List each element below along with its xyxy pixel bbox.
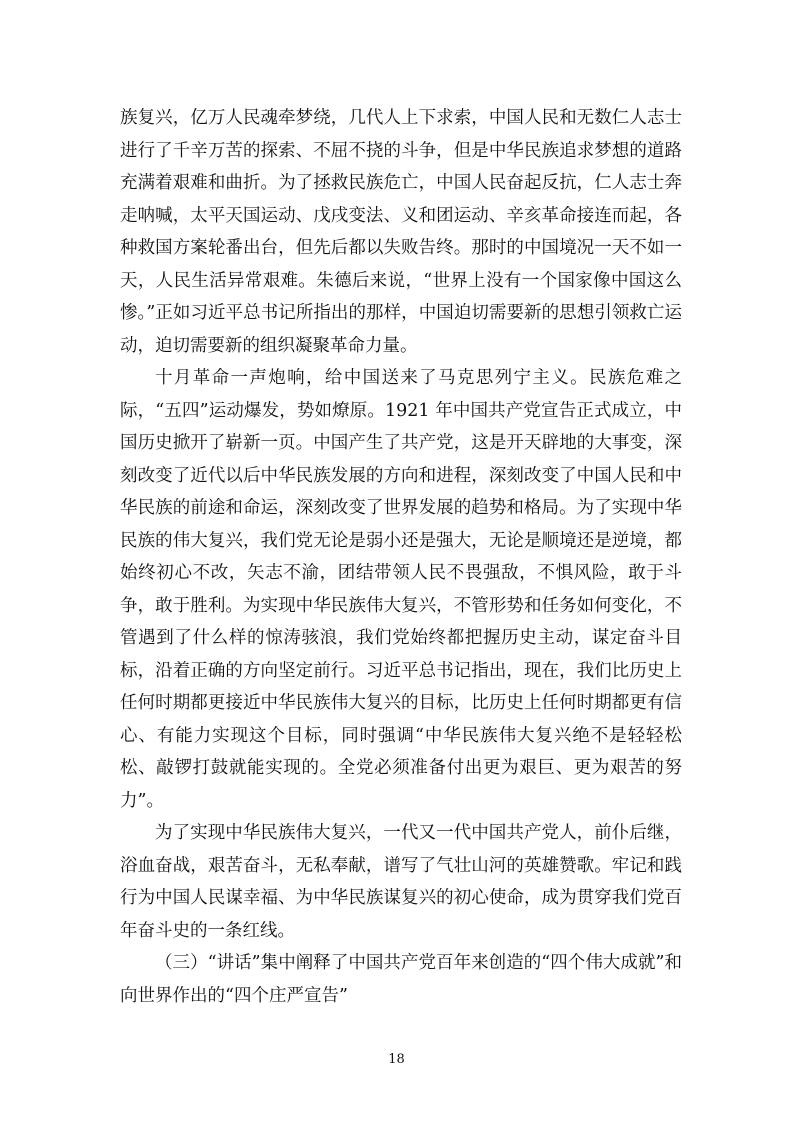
body-text	[120, 102, 682, 1012]
section-heading: （三）“讲话”集中阐释了中国共产党百年来创造的“四个伟大成就”和向世界作出的“四个庄严宣告”	[120, 953, 682, 1006]
page-number: 18	[388, 1052, 405, 1067]
paragraph: 为了实现中华民族伟大复兴，一代又一代中国共产党人，前仆后继，浴血奋战，艰苦奋斗，无私奉献，谱写了气壮山河的英雄赞歌。牢记和践行为中国人民谋幸福、为中华民族谋复兴的初心使命，成为贯穿我们党百年奋斗史的一条红线。	[120, 823, 682, 941]
paragraph: 十月革命一声炮响，给中国送来了马克思列宁主义。民族危难之际，“五四”运动爆发，势如燎原。1921 年中国共产党宣告正式成立，中国历史掀开了崭新一页。中国产生了共产党，这是开天辟地的大事变，深刻改变了近代以后中华民族发展的方向和进程，深刻改变了中国人民和中华民族的前途和命运，深刻改变了世界发展的趋势和格局。为了实现中华民族的伟大复兴，我们党无论是弱小还是强大，无论是顺境还是逆境，都始终初心不改，矢志不渝，团结带领人民不畏强敌，不惧风险，敢于斗争，敢于胜利。为实现中华民族伟大复兴，不管形势和任务如何变化，不管遇到了什么样的惊涛骇浪，我们党始终都把握历史主动，谋定奋斗目标，沿着正确的方向坚定前行。习近平总书记指出，现在，我们比历史上任何时期都更接近中华民族伟大复兴的目标，比历史上任何时期都更有信心、有能力实现这个目标，同时强调“中华民族伟大复兴绝不是轻轻松松、敲锣打鼓就能实现的。全党必须准备付出更为艰巨、更为艰苦的努力”。	[120, 368, 682, 811]
paragraph-continued: 族复兴，亿万人民魂牵梦绕，几代人上下求索，中国人民和无数仁人志士进行了千辛万苦的探索、不屈不挠的斗争，但是中华民族追求梦想的道路充满着艰难和曲折。为了拯救民族危亡，中国人民奋起反抗，仁人志士奔走呐喊，太平天国运动、戊戌变法、义和团运动、辛亥革命接连而起，各种救国方案轮番出台，但先后都以失败告终。那时的中国境况一天不如一天，人民生活异常艰难。朱德后来说，“世界上没有一个国家像中国这么惨。”正如习近平总书记所指出的那样，中国迫切需要新的思想引领救亡运动，迫切需要新的组织凝聚革命力量。	[120, 108, 682, 356]
